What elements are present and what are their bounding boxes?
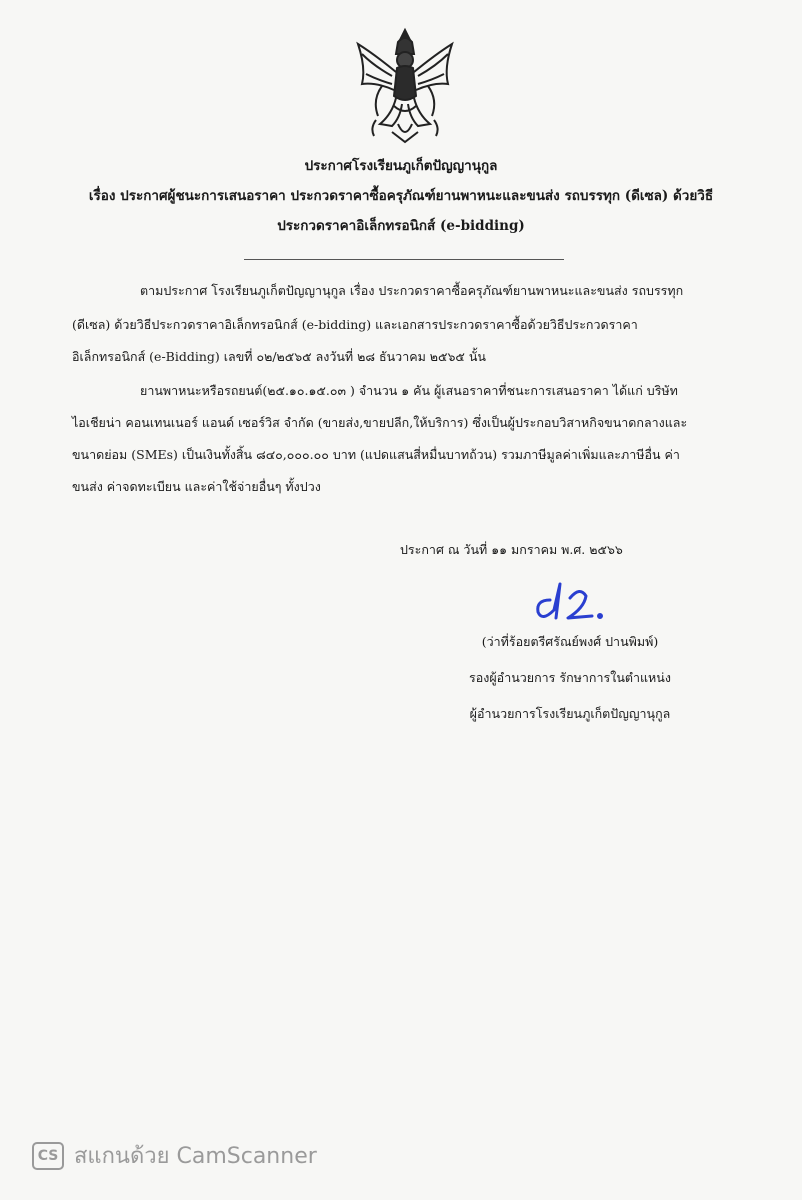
- camscanner-icon: CS: [32, 1142, 64, 1170]
- body-paragraph-2-line-3: ขนาดย่อม (SMEs) เป็นเงินทั้งสิ้น ๘๔๐,๐๐๐.๐๐ บาท (แปดแสนสี่หมื่นบาทถ้วน) รวมภาษีมูลค่าเพิ่มและภาษีอื่น ค่า: [72, 447, 680, 462]
- signature-icon: [526, 578, 622, 626]
- camscanner-watermark: [32, 1138, 317, 1173]
- announcement-subject: เรื่อง ประกาศผู้ชนะการเสนอราคา ประกวดราคาซื้อครุภัณฑ์ยานพาหนะและขนส่ง รถบรรทุก (ดีเซล) ด้วยวิธี: [88, 188, 714, 204]
- announcement-date: ประกาศ ณ วันที่ ๑๑ มกราคม พ.ศ. ๒๕๖๖: [400, 542, 623, 557]
- body-paragraph-2-line-1: ยานพาหนะหรือรถยนต์(๒๕.๑๐.๑๕.๐๓ ) จำนวน ๑ คัน ผู้เสนอราคาที่ชนะการเสนอราคา ได้แก่ บริษัท: [140, 383, 678, 398]
- announcement-title: ประกาศโรงเรียนภูเก็ตปัญญานุกูล: [304, 158, 498, 174]
- announcement-subject-cont: ประกวดราคาอิเล็กทรอนิกส์ (e-bidding): [277, 218, 525, 234]
- body-paragraph-2-line-4: ขนส่ง ค่าจดทะเบียน และค่าใช้จ่ายอื่นๆ ทั้งปวง: [72, 479, 321, 494]
- signatory-position: รองผู้อำนวยการ รักษาการในตำแหน่ง: [469, 670, 671, 685]
- body-paragraph-1-line-1: ตามประกาศ โรงเรียนภูเก็ตปัญญานุกูล เรื่อง ประกวดราคาซื้อครุภัณฑ์ยานพาหนะและขนส่ง รถบรรทุก: [140, 283, 684, 298]
- signatory-name: (ว่าที่ร้อยตรีศรัณย์พงศ์ ปานพิมพ์): [481, 634, 659, 649]
- camscanner-text: สแกนด้วย CamScanner: [74, 1144, 317, 1169]
- divider: [244, 259, 564, 260]
- body-paragraph-1-line-2: (ดีเซล) ด้วยวิธีประกวดราคาอิเล็กทรอนิกส์ (e-bidding) และเอกสารประกวดราคาซื้อด้วยวิธีประกวดราคา: [72, 317, 638, 332]
- body-paragraph-1-line-3: อิเล็กทรอนิกส์ (e-Bidding) เลขที่ ๐๒/๒๕๖๕ ลงวันที่ ๒๘ ธันวาคม ๒๕๖๕ นั้น: [72, 349, 486, 364]
- signatory-organization: ผู้อำนวยการโรงเรียนภูเก็ตปัญญานุกูล: [469, 706, 671, 721]
- garuda-emblem-icon: [352, 24, 458, 146]
- body-paragraph-2-line-2: ไอเชียน่า คอนเทนเนอร์ แอนด์ เซอร์วิส จำกัด (ขายส่ง,ขายปลีก,ให้บริการ) ซึ่งเป็นผู้ประกอบวิสาหกิจขนาดกลางและ: [72, 415, 688, 430]
